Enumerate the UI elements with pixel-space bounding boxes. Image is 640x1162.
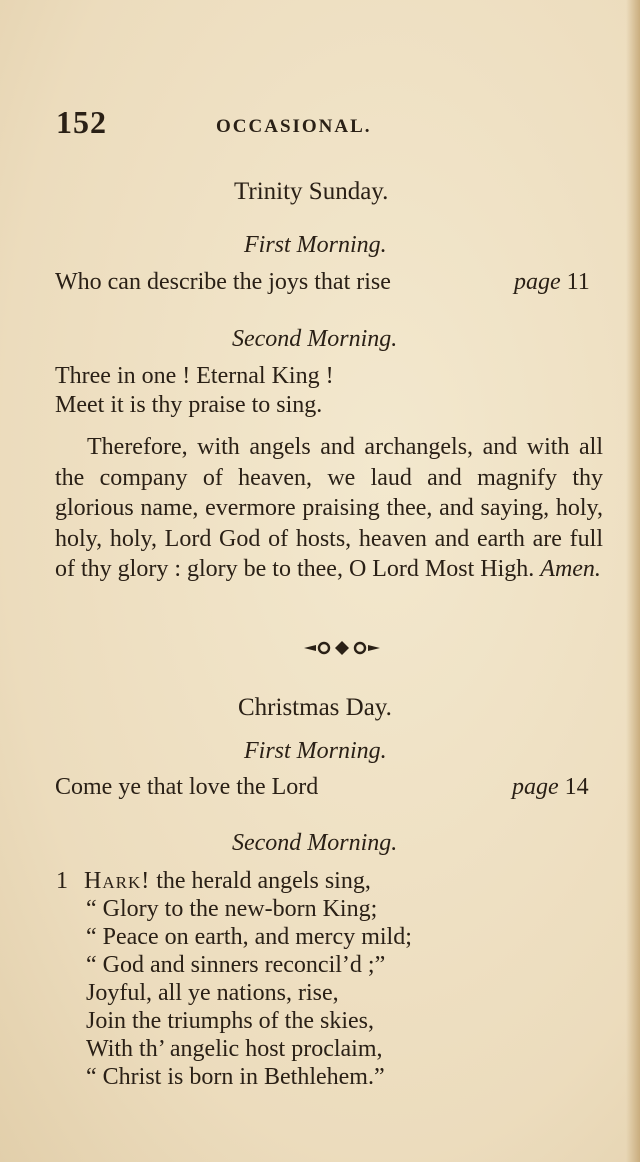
page-edge-shadow [626,0,640,1162]
hymn-line: Join the triumphs of the skies, [86,1008,374,1034]
hymn-first-word: Hark! [84,868,151,894]
subhead-second-morning: Second Morning. [232,830,398,856]
hymn-line: Joyful, all ye nations, rise, [86,980,339,1006]
hymn-line: With th’ angelic host proclaim, [86,1036,383,1062]
page-word: page [512,774,559,800]
hymn-line: “ Glory to the new-born King; [86,896,378,922]
running-head: OCCASIONAL. [216,116,372,137]
subhead-first-morning: First Morning. [244,232,387,258]
hymn-line: “ Christ is born in Bethlehem.” [86,1064,385,1090]
prayer-paragraph [55,432,603,585]
hymn-line [84,868,371,895]
page-reference-number: 11 [566,269,590,295]
page-word: page [514,269,561,295]
subhead-first-morning: First Morning. [244,738,387,764]
section-title-trinity-sunday: Trinity Sunday. [234,178,389,205]
verse-number: 1 [56,868,68,894]
hymn-first-line: Who can describe the joys that rise [55,269,391,295]
hymn-line: “ God and sinners reconcil’d ;” [86,952,386,978]
hymn-line: “ Peace on earth, and mercy mild; [86,924,412,950]
page-reference [514,269,590,296]
hymn-first-line: Come ye that love the Lord [55,774,319,800]
subhead-second-morning: Second Morning. [232,326,398,352]
hymn-first-line-rest: the herald angels sing, [156,868,371,894]
prayer-text: Therefore, with angels and archangels, and with all the company of heaven, we laud and magnify thy glorious name, evermore praising thee, and saying, holy, holy, holy, Lord God of hosts, heaven and earth are full of thy glory : glory be to thee, O Lord Most High. [55,434,603,583]
section-title-christmas-day: Christmas Day. [238,694,392,721]
fleuron-divider-icon [302,636,382,660]
hymn-line: Meet it is thy praise to sing. [55,392,323,418]
page-reference [512,774,589,801]
amen: Amen. [540,556,601,583]
hymn-line: Three in one ! Eternal King ! [55,363,334,389]
page-number: 152 [56,104,107,140]
page-reference-number: 14 [564,774,589,800]
